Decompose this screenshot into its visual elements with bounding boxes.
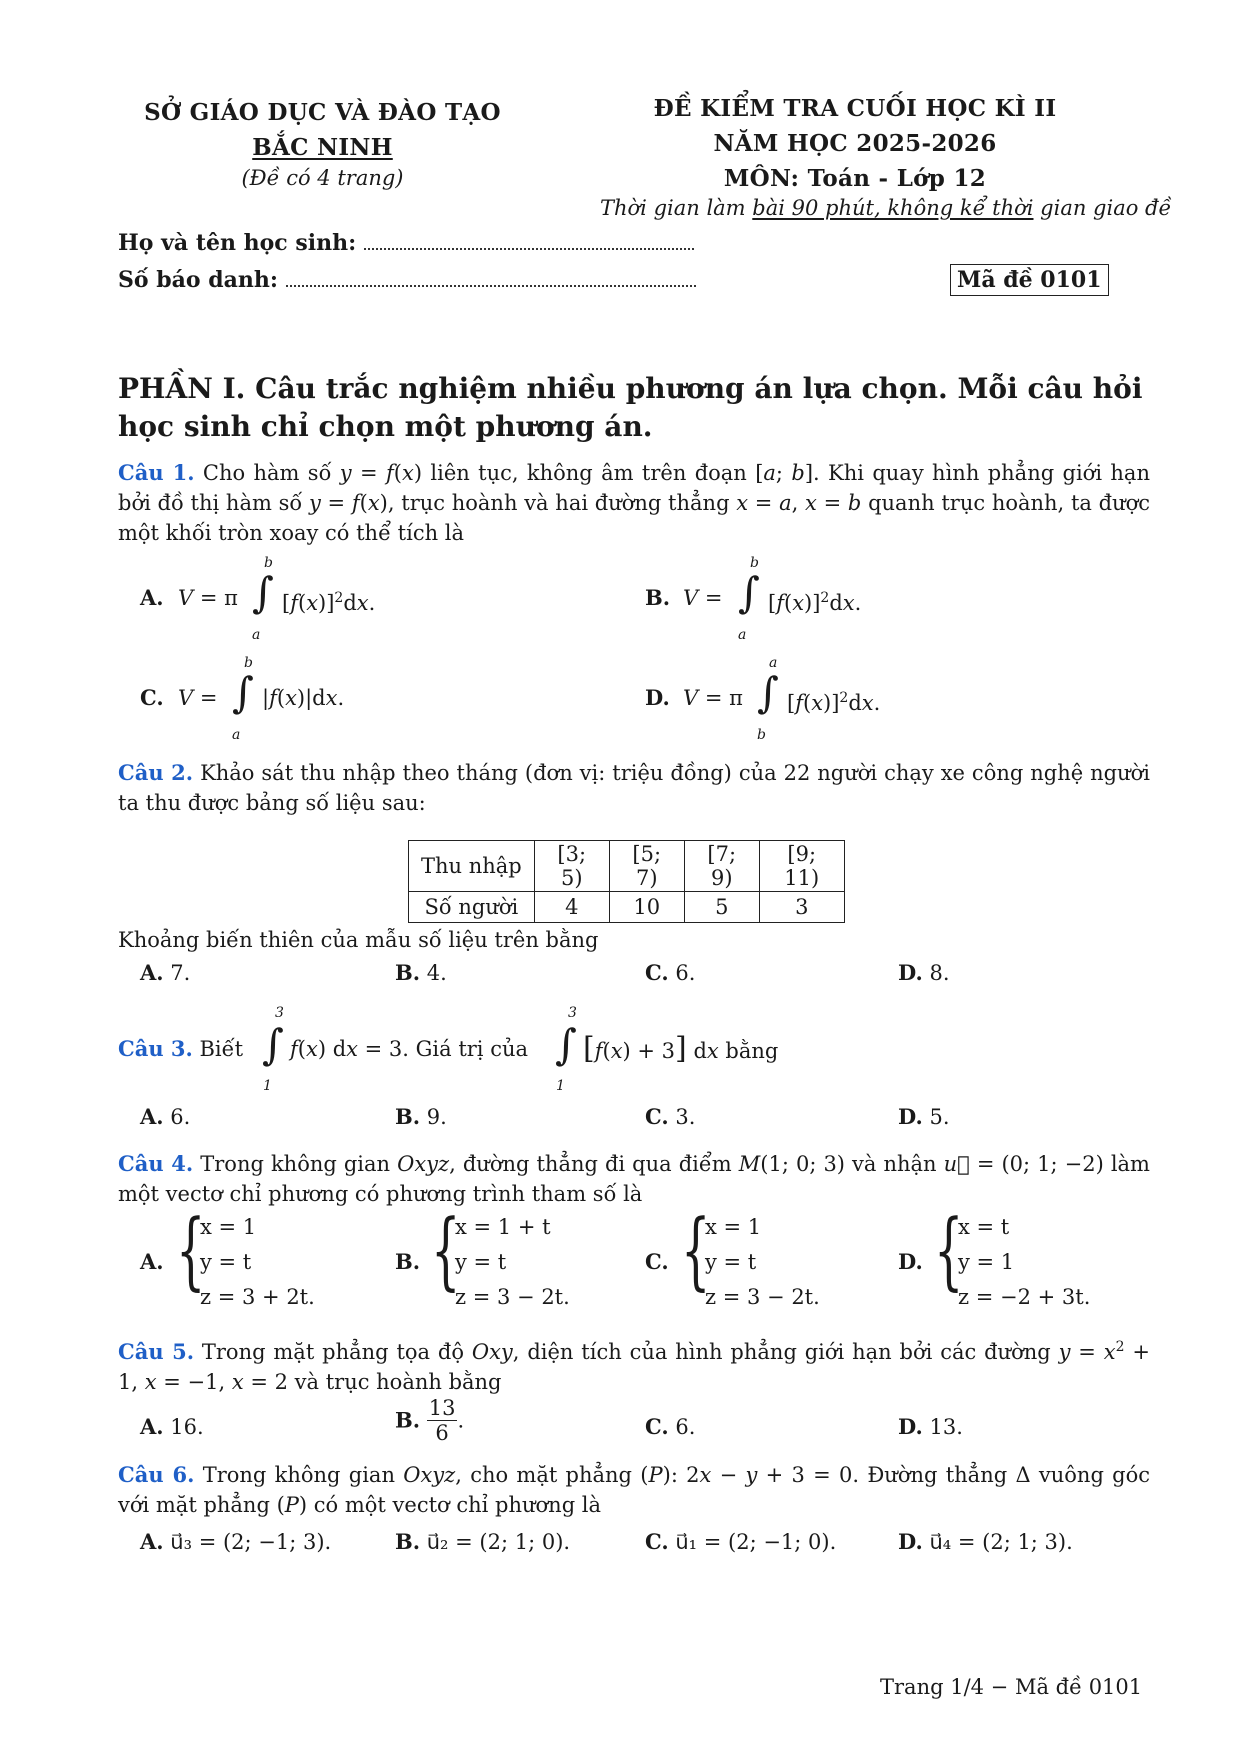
q4-a-line1: x = 1 <box>200 1215 257 1239</box>
q2-option-a[interactable]: A. 7. <box>140 960 191 985</box>
part1-title: PHẦN I. Câu trắc nghiệm nhiều phương án lựa chọn. Mỗi câu hỏi học sinh chỉ chọn một phương án. <box>118 372 1143 443</box>
q5-option-a[interactable]: A. 16. <box>140 1414 204 1439</box>
table-cell: 5 <box>684 892 759 923</box>
fraction-13-6: $\frac{13}{6}$ <box>428 1396 456 1445</box>
income-table <box>408 840 845 923</box>
student-id-label: Số báo danh: <box>118 267 278 293</box>
q3-option-b[interactable]: B. 9. <box>395 1104 447 1129</box>
q2-option-b[interactable]: B. 4. <box>395 960 447 985</box>
q6-option-a[interactable]: A. u⃗₃ = (2; −1; 3). <box>140 1529 332 1554</box>
q6-option-d[interactable]: D. u⃗₄ = (2; 1; 3). <box>898 1529 1073 1554</box>
q6-option-d-text: u⃗₄ = (2; 1; 3). <box>929 1530 1073 1554</box>
table-cell: 4 <box>534 892 609 923</box>
table-cell: [3; 5) <box>534 841 609 892</box>
q4-d-line2: y = 1 <box>958 1250 1015 1274</box>
student-name-label: Họ và tên học sinh: <box>118 230 357 256</box>
q5-option-c-text: 6. <box>675 1415 696 1439</box>
q2-option-d-text: 8. <box>929 961 950 985</box>
province-name: BẮC NINH <box>252 134 393 161</box>
q3-option-b-text: 9. <box>426 1105 447 1129</box>
q5-option-b[interactable]: B. $\frac{13}{6}$ . <box>395 1396 465 1445</box>
q3-option-a-text: 6. <box>170 1105 191 1129</box>
q6-stem: Câu 6. Trong không gian Oxyz, cho mặt phẳng (P): 2x − y + 3 = 0. Đường thẳng Δ vuông góc với mặt phẳng (P) có một vectơ chỉ phương là <box>118 1462 1151 1517</box>
q6-option-c[interactable]: C. u⃗₁ = (2; −1; 0). <box>645 1529 837 1554</box>
table-cell: 10 <box>609 892 684 923</box>
q5-option-d-text: 13. <box>929 1415 963 1439</box>
student-name-blank[interactable] <box>364 230 694 250</box>
q4-c-line1: x = 1 <box>705 1215 762 1239</box>
q3-option-d[interactable]: D. 5. <box>898 1104 950 1129</box>
q5-option-c[interactable]: C. 6. <box>645 1414 696 1439</box>
q2-option-c[interactable]: C. 6. <box>645 960 696 985</box>
q2-question: Khoảng biến thiên của mẫu số liệu trên bằng <box>118 928 599 952</box>
q6-option-b[interactable]: B. u⃗₂ = (2; 1; 0). <box>395 1529 571 1554</box>
student-id-blank[interactable] <box>286 267 696 287</box>
table-row <box>409 892 845 923</box>
student-name-row <box>118 230 694 256</box>
table-cell: [9; 11) <box>759 841 844 892</box>
q5-option-a-text: 16. <box>170 1415 204 1439</box>
q6-option-c-text: u⃗₁ = (2; −1; 0). <box>675 1530 837 1554</box>
subject: MÔN: Toán - Lớp 12 <box>723 165 987 192</box>
exam-title: ĐỀ KIỂM TRA CUỐI HỌC KÌ II <box>653 95 1057 122</box>
q3-option-d-text: 5. <box>929 1105 950 1129</box>
page-footer: Trang 1/4 − Mã đề 0101 <box>880 1675 1143 1699</box>
q2-option-d[interactable]: D. 8. <box>898 960 950 985</box>
q4-a-line3: z = 3 + 2t. <box>200 1285 315 1309</box>
q3-option-c[interactable]: C. 3. <box>645 1104 696 1129</box>
table-cell: Số người <box>409 892 535 923</box>
table-cell: 3 <box>759 892 844 923</box>
department-name: SỞ GIÁO DỤC VÀ ĐÀO TẠO <box>144 99 501 126</box>
q2-stem: Câu 2. Khảo sát thu nhập theo tháng (đơn vị: triệu đồng) của 22 người chạy xe công nghệ người ta thu được bảng số liệu sau: <box>118 760 1150 815</box>
q4-stem: Câu 4. Trong không gian Oxyz, đường thẳng đi qua điểm M(1; 0; 3) và nhận u⃗ = (0; 1; −2) làm một vectơ chỉ phương có phương trình tham số là <box>118 1151 1150 1206</box>
q5-option-d[interactable]: D. 13. <box>898 1414 963 1439</box>
q6-option-b-text: u⃗₂ = (2; 1; 0). <box>426 1530 571 1554</box>
q4-d-line1: x = t <box>958 1215 1010 1239</box>
table-row <box>409 841 845 892</box>
page-count-note: (Đề có 4 trang) <box>241 166 404 190</box>
q3-option-a[interactable]: A. 6. <box>140 1104 191 1129</box>
q6-option-a-text: u⃗₃ = (2; −1; 3). <box>170 1530 332 1554</box>
q2-option-a-text: 7. <box>170 961 191 985</box>
q4-b-line2: y = t <box>455 1250 507 1274</box>
school-year: NĂM HỌC 2025-2026 <box>713 130 997 157</box>
time-note: Thời gian làm bài 90 phút, không kể thời gian giao đề <box>600 196 1172 220</box>
student-id-row <box>118 267 696 293</box>
q4-a-line2: y = t <box>200 1250 252 1274</box>
table-cell: Thu nhập <box>409 841 535 892</box>
q4-c-line3: z = 3 − 2t. <box>705 1285 820 1309</box>
q2-option-b-text: 4. <box>426 961 447 985</box>
q1-stem: Câu 1. Cho hàm số y = f(x) liên tục, không âm trên đoạn [a; b]. Khi quay hình phẳng giới hạn bởi đồ thị hàm số y = f(x), trục hoành và hai đường thẳng x = a, x = b quanh trục hoành, ta được một khối tròn xoay có thể tích là <box>118 460 1150 545</box>
q4-d-line3: z = −2 + 3t. <box>958 1285 1091 1309</box>
table-cell: [5; 7) <box>609 841 684 892</box>
q5-stem: Câu 5. Trong mặt phẳng tọa độ Oxy, diện tích của hình phẳng giới hạn bởi các đường $y = x^2 + 1$, x = −1, x = 2 và trục hoành bằng <box>118 1339 1150 1394</box>
q4-c-line2: y = t <box>705 1250 757 1274</box>
q2-option-c-text: 6. <box>675 961 696 985</box>
exam-code-box: Mã đề 0101 <box>950 264 1109 296</box>
q3-option-c-text: 3. <box>675 1105 696 1129</box>
q4-b-line3: z = 3 − 2t. <box>455 1285 570 1309</box>
table-cell: [7; 9) <box>684 841 759 892</box>
q4-b-line1: x = 1 + t <box>455 1215 551 1239</box>
